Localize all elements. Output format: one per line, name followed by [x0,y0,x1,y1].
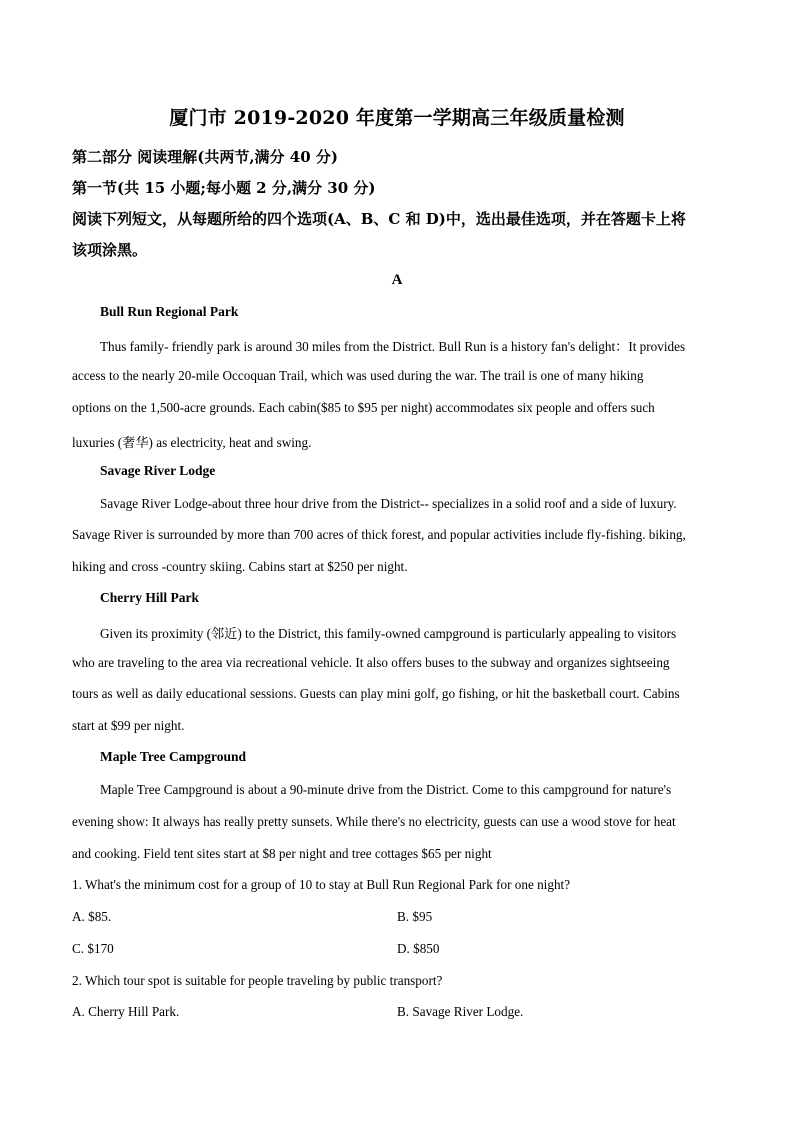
paragraph-line: Given its proximity (邻近) to the District, this family-owned campground is particularly appealing to visitors [100,626,677,641]
paragraph-line: Maple Tree Campground is about a 90-minute drive from the District. Come to this campground for nature's [100,782,672,797]
paragraph-line: evening show: It always has really pretty sunsets. While there's no electricity, guests can use a wood stove for heat [72,814,676,829]
question-stem: 2. Which tour spot is suitable for people traveling by public transport? [72,973,443,988]
paragraph-line: Thus family- friendly park is around 30 miles from the District. Bull Run is a history fan's delight：It provides [100,339,686,354]
answer-option[interactable]: B. $95 [397,909,433,924]
paragraph-line: who are traveling to the area via recreational vehicle. It also offers buses to the subway and organizes sightseeing [72,655,670,670]
section-heading-maple-tree: Maple Tree Campground [100,749,247,764]
answer-option[interactable]: A. Cherry Hill Park. [72,1004,180,1019]
section-heading-savage-river: Savage River Lodge [100,463,216,478]
passage-label: A [391,272,403,288]
instructions-line-2: 该项涂黑。 [72,241,148,259]
paragraph-line: Savage River is surrounded by more than 700 acres of thick forest, and popular activities include fly-fishing. biking, [72,527,686,542]
instructions-line-1: 阅读下列短文，从每题所给的四个选项(A、B、C 和 D)中，选出最佳选项，并在答题卡上将 [72,210,686,228]
paragraph-line: tours as well as daily educational sessions. Guests can play mini golf, go fishing, or hit the basketball court. Cabins [72,686,680,701]
section-heading: 第一节(共 15 小题;每小题 2 分,满分 30 分) [72,179,376,197]
paragraph-line: luxuries (奢华) as electricity, heat and swing. [72,435,312,450]
section-heading-cherry-hill: Cherry Hill Park [100,590,199,605]
answer-option[interactable]: B. Savage River Lodge. [397,1004,524,1019]
paragraph-line: options on the 1,500-acre grounds. Each cabin($85 to $95 per night) accommodates six people and offers such [72,400,655,415]
answer-option[interactable]: D. $850 [397,941,440,956]
answer-option[interactable]: C. $170 [72,941,114,956]
paragraph-line: hiking and cross -country skiing. Cabins start at $250 per night. [72,559,408,574]
exam-title: 厦门市 2019-2020 年度第一学期高三年级质量检测 [169,107,625,129]
section-heading-bull-run: Bull Run Regional Park [100,304,239,319]
paragraph-line: and cooking. Field tent sites start at $8 per night and tree cottages $65 per night [72,846,492,861]
question-stem: 1. What's the minimum cost for a group of 10 to stay at Bull Run Regional Park for one night? [72,877,571,892]
paragraph-line: access to the nearly 20-mile Occoquan Trail, which was used during the war. The trail is one of many hiking [72,368,644,383]
part-heading: 第二部分 阅读理解(共两节,满分 40 分) [72,148,338,166]
paragraph-line: Savage River Lodge-about three hour drive from the District-- specializes in a solid roof and a side of luxury. [100,496,677,511]
paragraph-line: start at $99 per night. [72,718,185,733]
answer-option[interactable]: A. $85. [72,909,112,924]
